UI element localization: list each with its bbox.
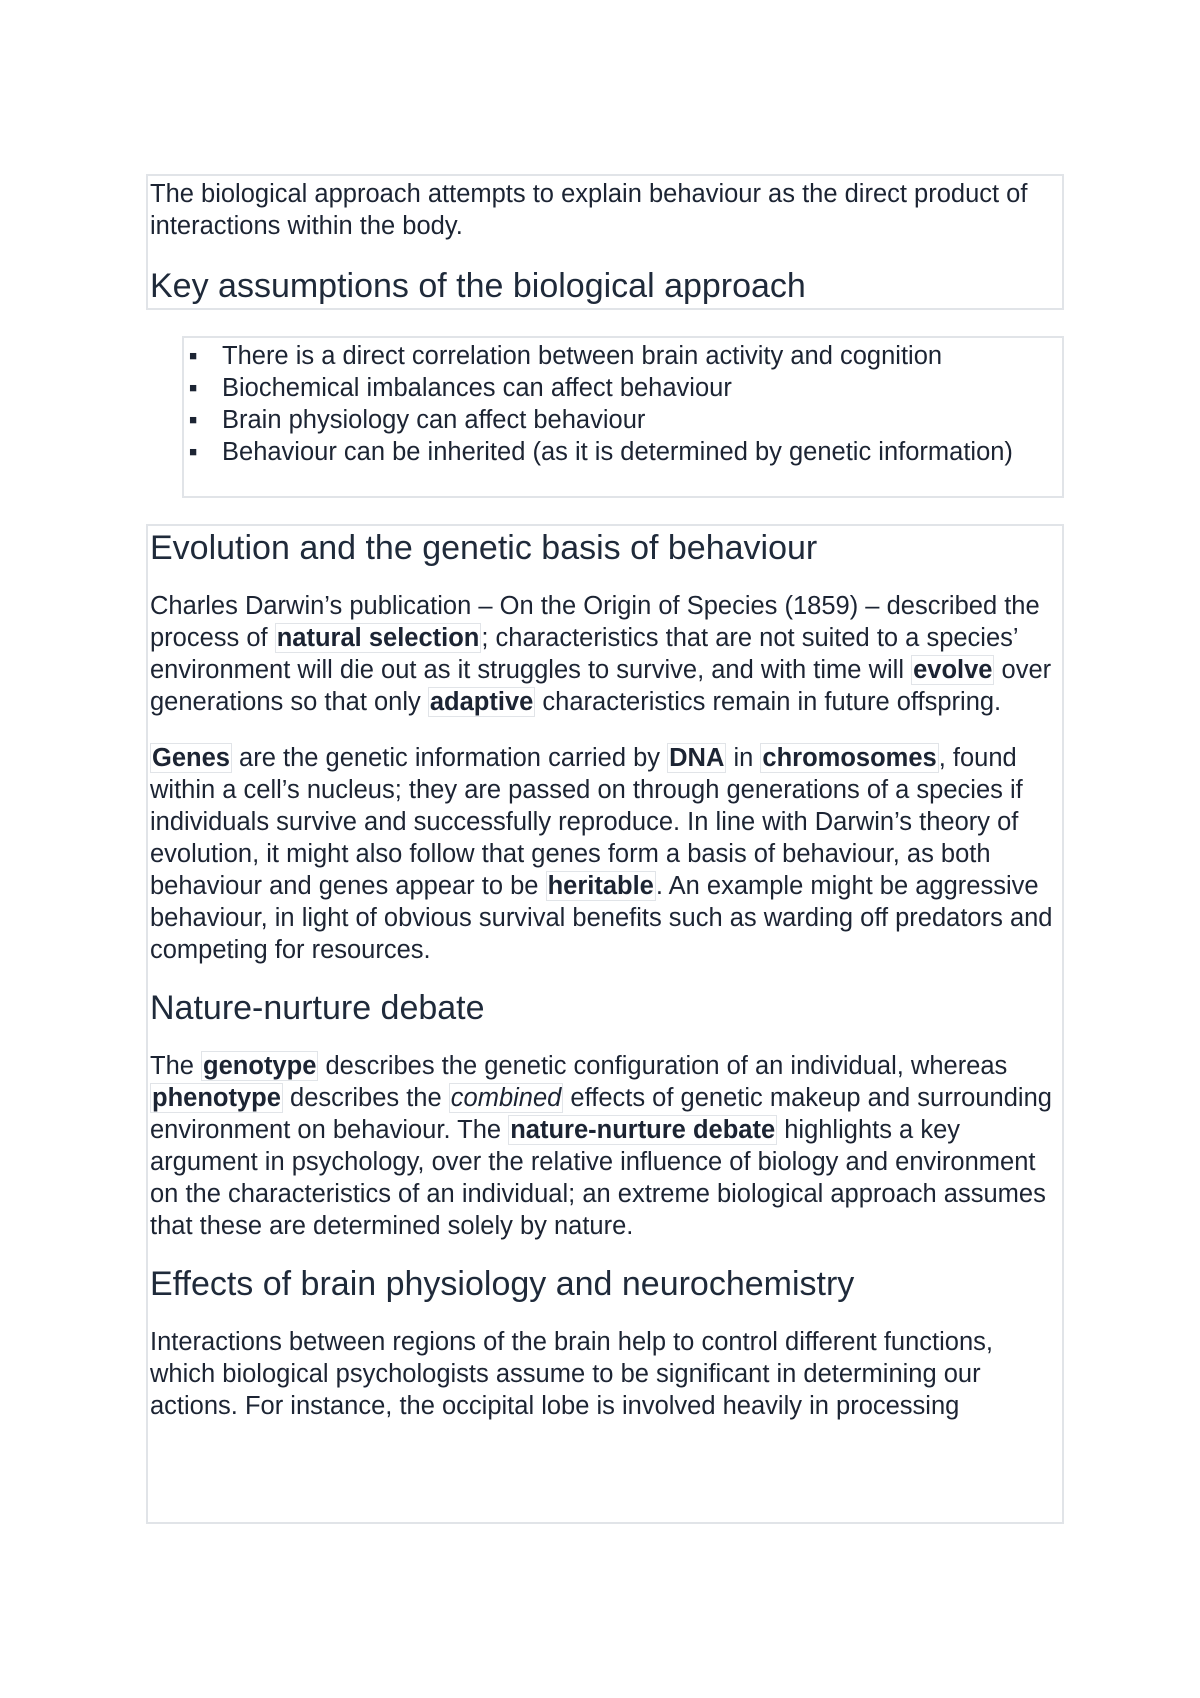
list-item (186, 404, 1058, 436)
assumptions-list (186, 340, 1058, 468)
list-item-text: Biochemical imbalances can affect behaviour (222, 374, 732, 402)
keyword-adaptive: adaptive (429, 688, 534, 716)
keyword-natural-selection: natural selection (276, 624, 480, 652)
genes-paragraph: Genes are the genetic information carried by DNA in chromosomes, found within a cell’s nucleus; they are passed on through generations of a species if individuals survive and successfully reproduce. In line with Darwin’s theory of evolution, it might also follow that genes form a basis of behaviour, as both behaviour and genes appear to be heritable. An example might be aggressive behaviour, in light of obvious survival benefits such as warding off predators and competing for resources. (150, 744, 1053, 964)
keyword-heritable: heritable (547, 872, 654, 900)
list-item-text: Brain physiology can affect behaviour (222, 406, 646, 434)
intro-paragraph: The biological approach attempts to explain behaviour as the direct product of interactions within the body. (150, 180, 1028, 240)
main-content-section (146, 524, 1064, 1524)
brain-physiology-paragraph: Interactions between regions of the brain help to control different functions, which biological psychologists assume to be significant in determining our actions. For instance, the occipital lobe is involved heavily in processing (150, 1328, 993, 1420)
keyword-genotype: genotype (203, 1052, 317, 1080)
keyword-genes: Genes (152, 744, 230, 772)
keyword-evolve: evolve (913, 656, 993, 684)
keyword-nature-nurture-debate: nature-nurture debate (510, 1116, 776, 1144)
bullet-icon: ▪ (188, 374, 198, 402)
key-assumptions-heading: Key assumptions of the biological approach (150, 267, 806, 305)
keyword-dna: DNA (669, 744, 725, 772)
emphasis-combined: combined (450, 1084, 562, 1112)
brain-physiology-heading: Effects of brain physiology and neurochemistry (150, 1265, 855, 1303)
list-item-text: There is a direct correlation between brain activity and cognition (222, 342, 943, 370)
list-item (186, 372, 1058, 404)
nature-nurture-heading: Nature-nurture debate (150, 989, 485, 1027)
list-item (186, 340, 1058, 372)
list-item (186, 436, 1058, 468)
keyword-phenotype: phenotype (152, 1084, 281, 1112)
bullet-icon: ▪ (188, 342, 198, 370)
darwin-paragraph: Charles Darwin’s publication – On the Origin of Species (1859) – described the process of natural selection; characteristics that are not suited to a species’ environment will die out as it struggles to survive, and with time will evolve over generations so that only adaptive characteristics remain in future offspring. (150, 592, 1052, 716)
intro-section (146, 174, 1064, 310)
bullet-icon: ▪ (188, 438, 198, 466)
nature-nurture-paragraph: The genotype describes the genetic configuration of an individual, whereas phenotype describes the combined effects of genetic makeup and surrounding environment on behaviour. The nature-nurture debate highlights a key argument in psychology, over the relative influence of biology and environment on the characteristics of an individual; an extreme biological approach assumes that these are determined solely by nature. (150, 1052, 1052, 1240)
keyword-chromosomes: chromosomes (762, 744, 937, 772)
assumptions-list-section (182, 336, 1064, 498)
list-item-text: Behaviour can be inherited (as it is determined by genetic information) (222, 438, 1013, 466)
bullet-icon: ▪ (188, 406, 198, 434)
evolution-heading: Evolution and the genetic basis of behaviour (150, 529, 818, 567)
